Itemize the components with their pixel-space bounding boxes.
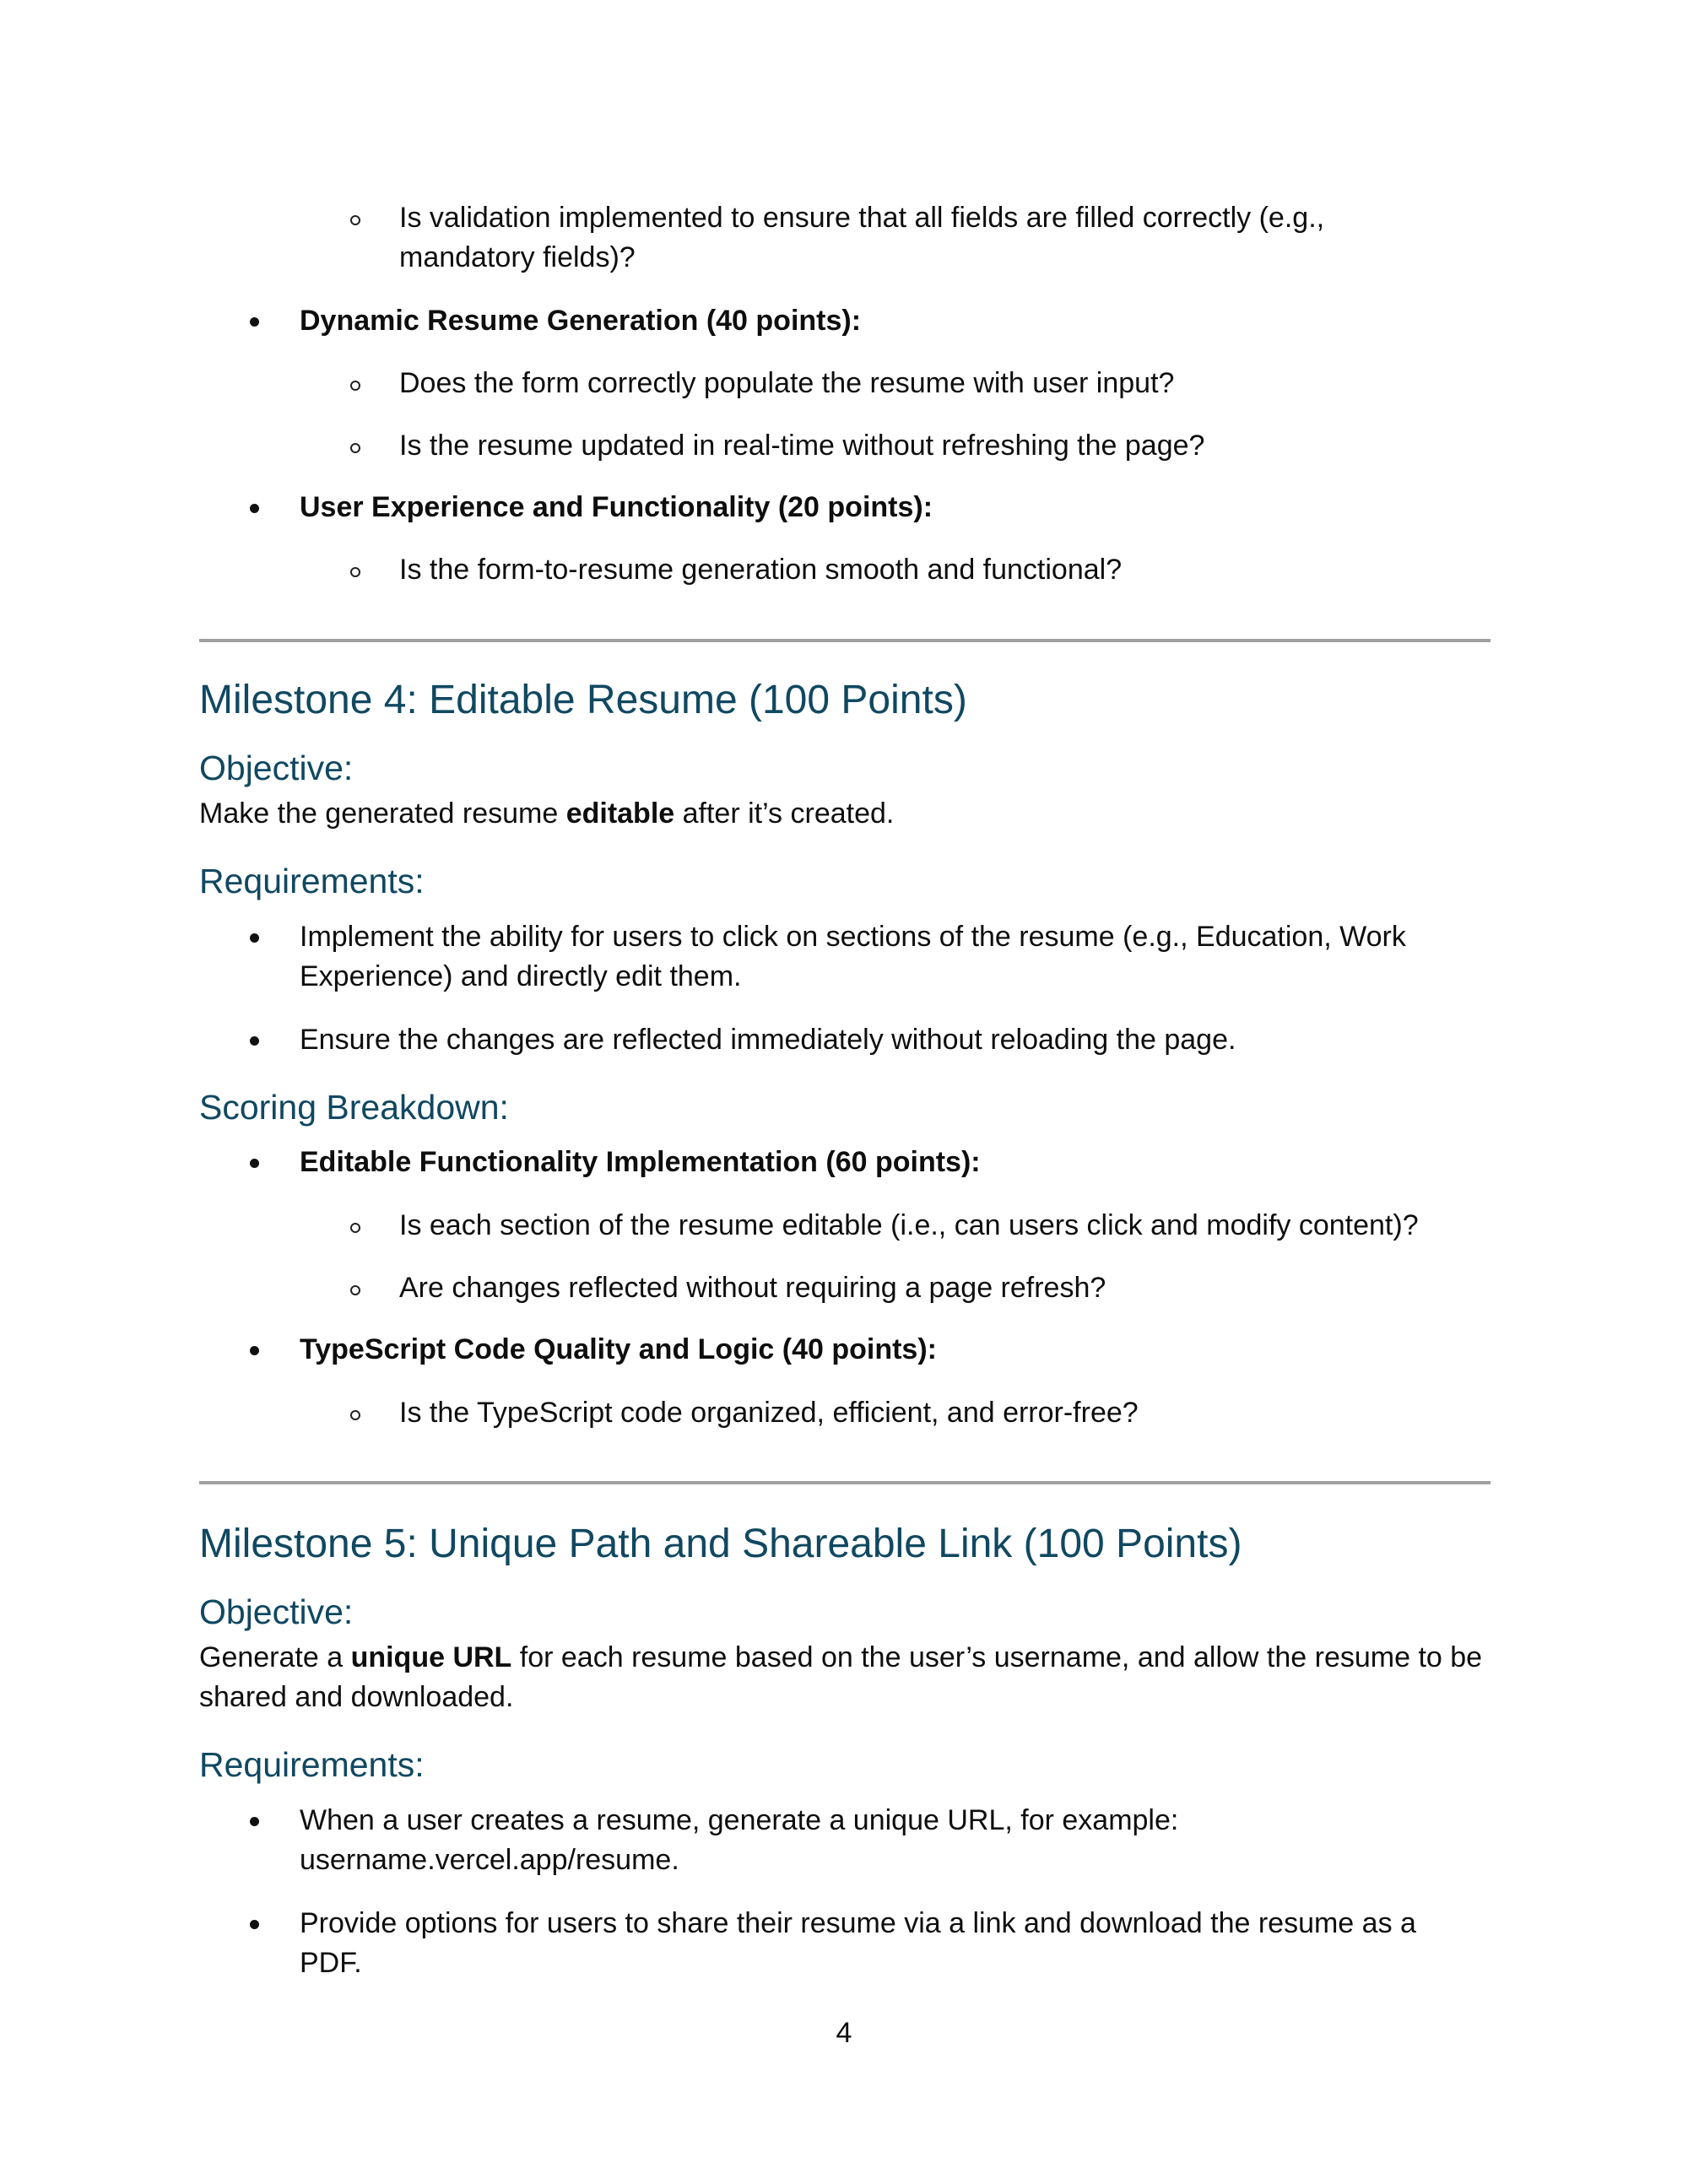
milestone-4-score-2: TypeScript Code Quality and Logic (40 points): <box>300 1333 937 1365</box>
sub-item-validation <box>399 198 1324 278</box>
milestone-4-req-2: Ensure the changes are reflected immediately without reloading the page. <box>300 1024 1236 1056</box>
milestone-4-score-1: Editable Functionality Implementation (60 points): <box>300 1146 981 1178</box>
milestone-5-objective-line2: shared and downloaded. <box>199 1681 514 1713</box>
bullet-icon <box>250 1920 259 1929</box>
bullet-icon <box>250 1036 259 1046</box>
milestone-4-requirements-heading: Requirements: <box>199 862 425 900</box>
sub-bullet-icon <box>350 567 360 577</box>
objective-text-bold: editable <box>565 797 675 830</box>
milestone-4-scoring-heading: Scoring Breakdown: <box>199 1088 509 1127</box>
bullet-icon <box>250 933 259 943</box>
milestone-5-req-2 <box>300 1904 1416 1983</box>
milestone-4-objective-heading: Objective: <box>199 749 354 787</box>
milestone-5-req-1-line1: When a user creates a resume, generate a unique URL, for example: <box>300 1804 1179 1836</box>
objective-text-post: after it’s created. <box>674 797 895 830</box>
milestone-5-req-2-line1: Provide options for users to share their resume via a link and download the resume as a <box>300 1907 1416 1939</box>
bullet-dynamic-resume: Dynamic Resume Generation (40 points): <box>300 305 862 337</box>
horizontal-rule <box>199 1481 1491 1484</box>
milestone-5-title: Milestone 5: Unique Path and Shareable Link (100 Points) <box>199 1522 1242 1566</box>
milestone-4-score-1-sub-1: Is each section of the resume editable (i.e., can users click and modify content)? <box>399 1209 1419 1241</box>
sub-item-populate: Does the form correctly populate the resume with user input? <box>399 367 1175 399</box>
milestone-5-objective-text <box>199 1638 1482 1717</box>
sub-bullet-icon <box>350 215 360 225</box>
sub-item-validation-line1: Is validation implemented to ensure that all fields are filled correctly (e.g., <box>399 202 1325 234</box>
sub-bullet-icon <box>350 1223 360 1233</box>
bullet-icon <box>250 1817 259 1826</box>
milestone-5-requirements-heading: Requirements: <box>199 1745 425 1784</box>
milestone-4-objective-text <box>199 794 894 834</box>
milestone-5-req-1 <box>300 1801 1178 1880</box>
bullet-user-experience: User Experience and Functionality (20 points): <box>300 491 933 523</box>
sub-bullet-icon <box>350 381 360 391</box>
sub-bullet-icon <box>350 1285 360 1295</box>
bullet-icon <box>250 1346 259 1355</box>
sub-item-realtime: Is the resume updated in real-time without refreshing the page? <box>399 430 1205 462</box>
bullet-icon <box>250 317 259 327</box>
milestone-5-objective-line1 <box>199 1638 1482 1678</box>
sub-item-smooth: Is the form-to-resume generation smooth and functional? <box>399 554 1123 586</box>
milestone-5-req-1-line2: username.vercel.app/resume. <box>300 1844 679 1876</box>
objective-text-bold: unique URL <box>350 1641 512 1673</box>
milestone-4-req-1-line1: Implement the ability for users to click on sections of the resume (e.g., Education, Work <box>300 921 1406 953</box>
horizontal-rule <box>199 639 1491 642</box>
milestone-4-score-2-sub-1: Is the TypeScript code organized, efficient, and error-free? <box>399 1397 1139 1429</box>
milestone-4-req-1 <box>300 917 1406 997</box>
milestone-4-score-1-sub-2: Are changes reflected without requiring a page refresh? <box>399 1272 1106 1304</box>
milestone-5-req-2-line2: PDF. <box>300 1947 362 1979</box>
bullet-icon <box>250 1159 259 1168</box>
objective-text-pre: Generate a <box>199 1641 351 1673</box>
sub-bullet-icon <box>350 1410 360 1420</box>
page-number: 4 <box>836 2017 852 2049</box>
milestone-5-objective-heading: Objective: <box>199 1592 354 1631</box>
milestone-4-title: Milestone 4: Editable Resume (100 Points) <box>199 678 967 722</box>
milestone-4-req-1-line2: Experience) and directly edit them. <box>300 960 742 992</box>
sub-item-validation-line2: mandatory fields)? <box>399 241 636 273</box>
objective-text-pre: Make the generated resume <box>199 797 566 830</box>
bullet-icon <box>250 504 259 513</box>
objective-text-post: for each resume based on the user’s username, and allow the resume to be <box>511 1641 1483 1673</box>
sub-bullet-icon <box>350 443 360 453</box>
